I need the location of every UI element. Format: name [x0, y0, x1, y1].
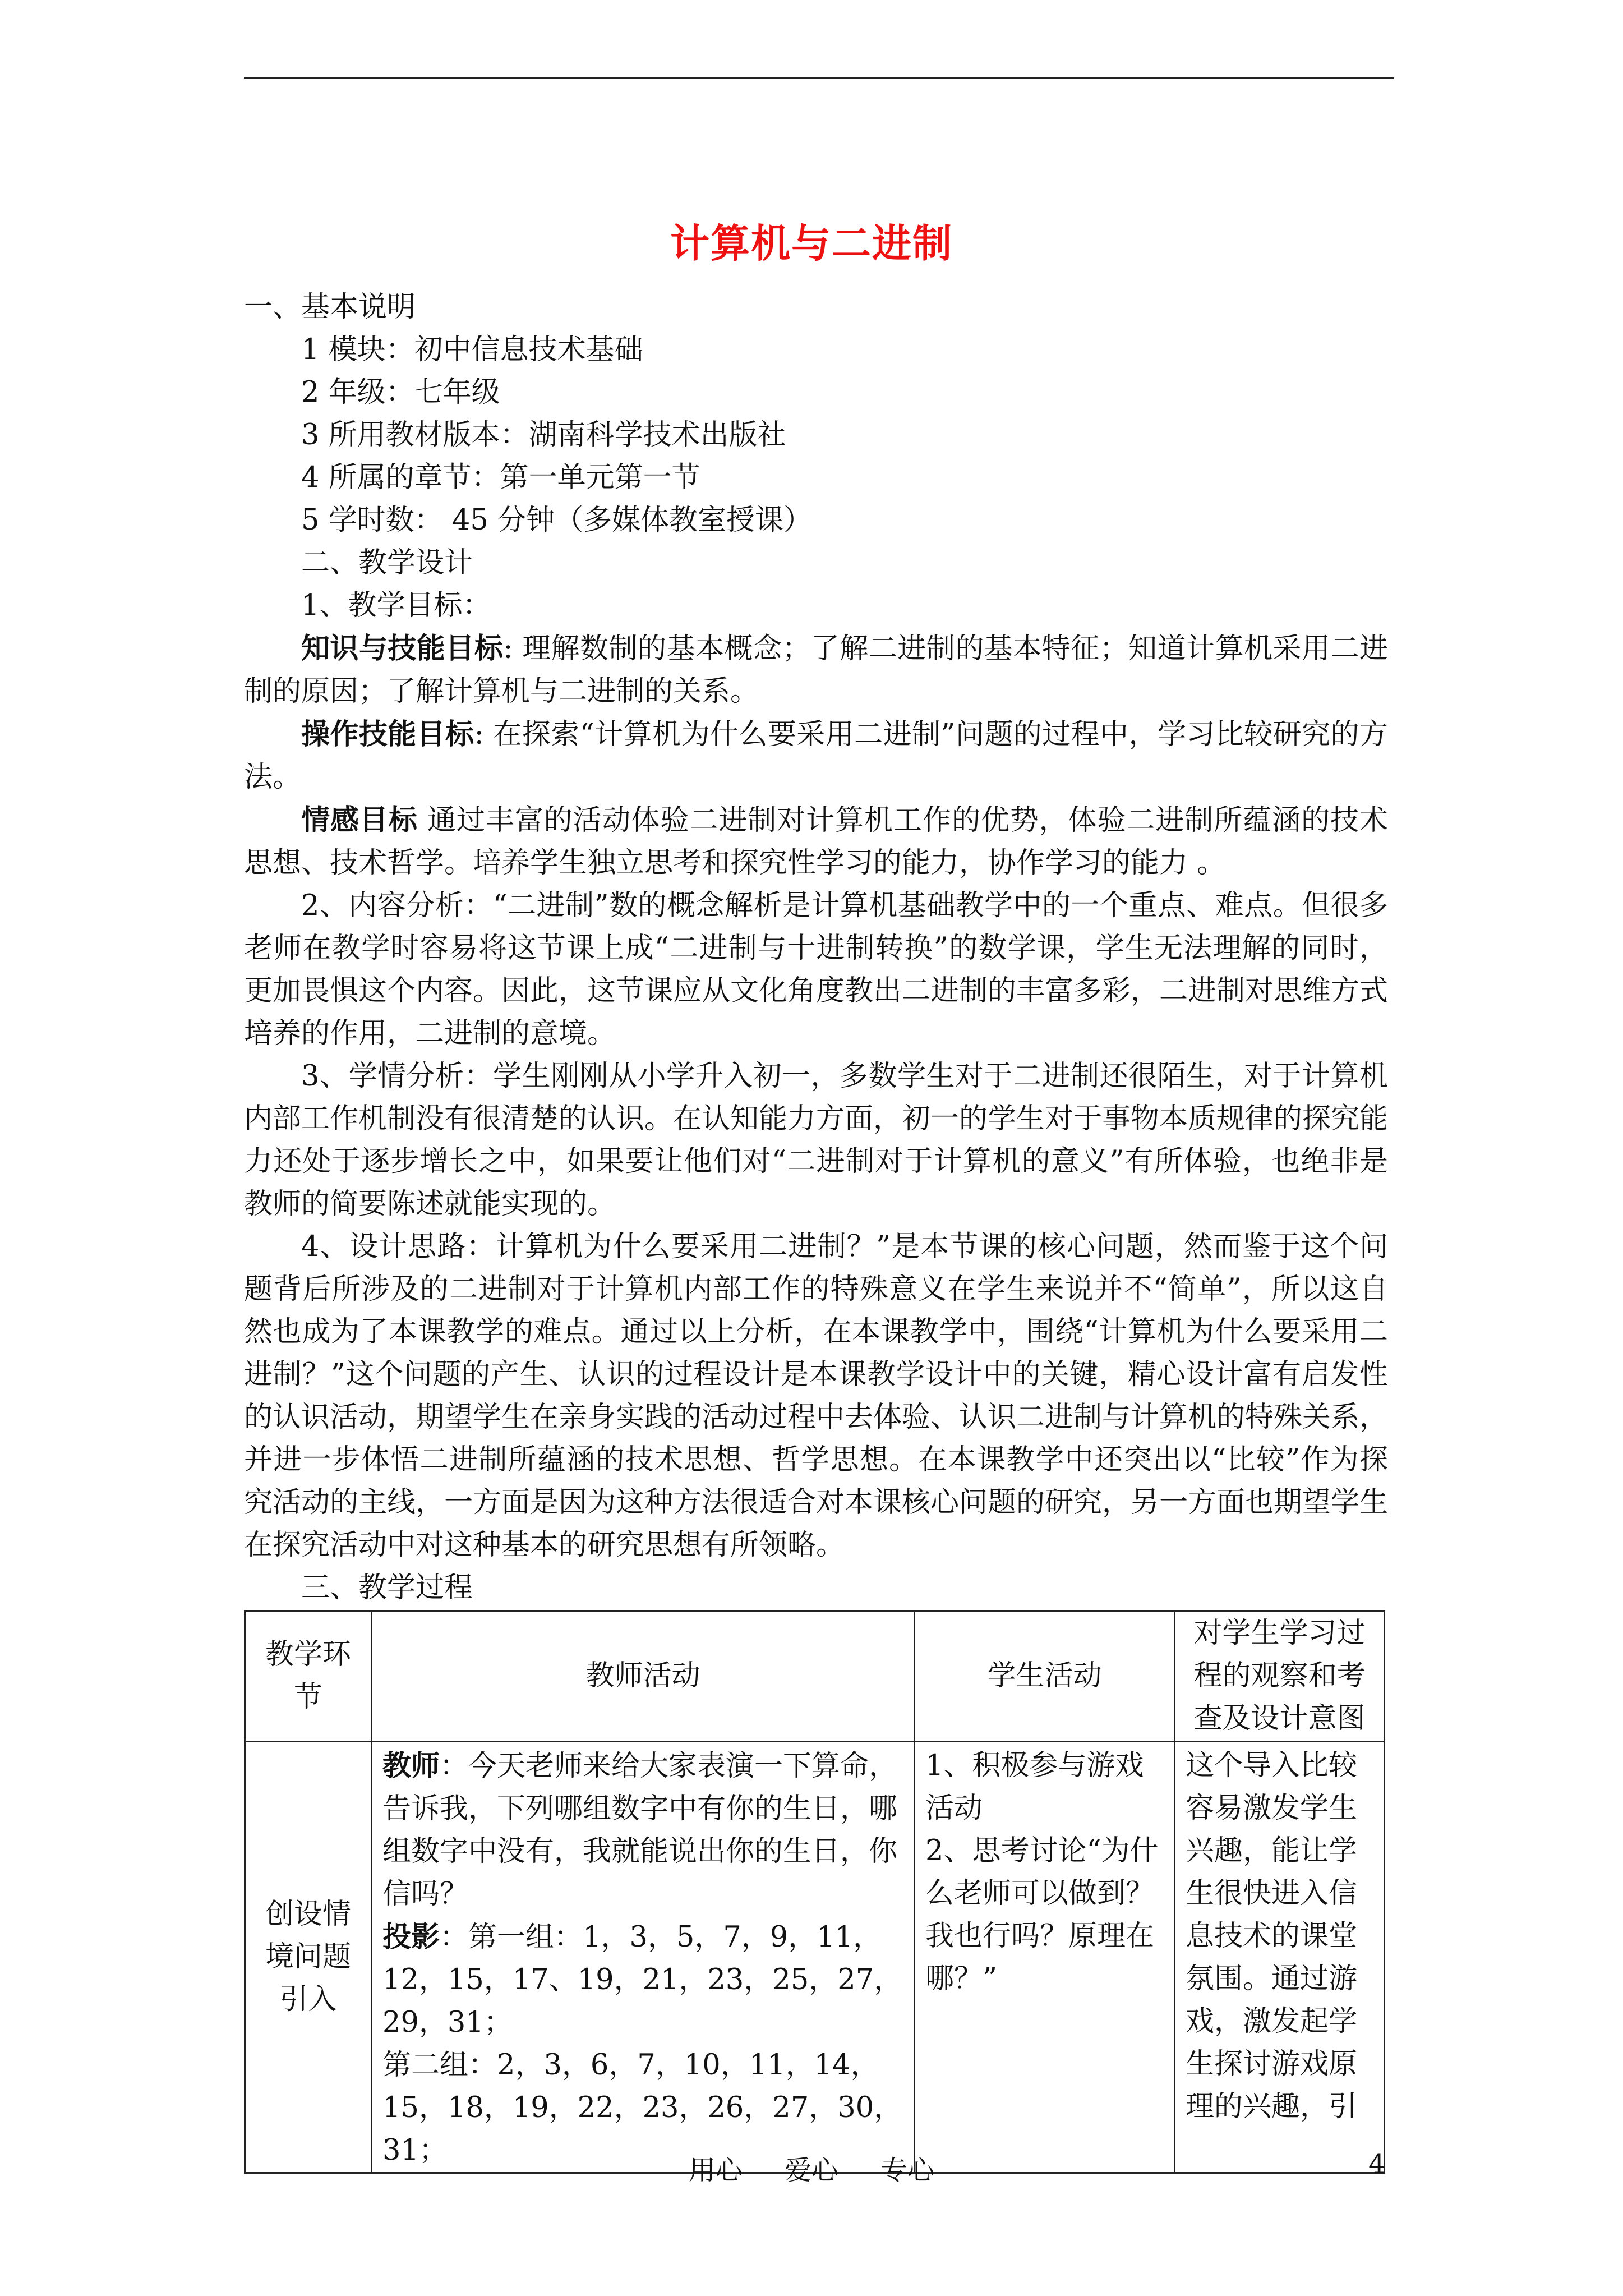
header-observation: 对学生学习过程的观察和考查及设计意图 — [1175, 1611, 1385, 1742]
content-analysis: 2、内容分析：“二进制”数的概念解析是计算机基础教学中的一个重点、难点。但很多老师在教学时容易将这节课上成“二进制与十进制转换”的数学课，学生无法理解的同时，更加畏惧这个内容。因此，这节课应从文化角度教出二进制的丰富多彩，二进制对思维方式培养的作用，二进制的意境。 — [244, 889, 1389, 1050]
goal-operation — [244, 713, 1388, 799]
footer-motto: 爱心 — [784, 2155, 838, 2186]
teacher-label: 教师 — [382, 1749, 440, 1783]
stage-cell: 创设情境问题引入 — [245, 1742, 372, 2173]
table-row — [245, 1742, 1385, 2173]
projection-group1 — [382, 1916, 903, 2044]
section1-heading: 一、基本说明 — [244, 291, 416, 324]
student-activity-cell — [915, 1742, 1175, 2173]
student-analysis: 3、学情分析：学生刚刚从小学升入初一，多数学生对于二进制还很陌生，对于计算机内部工作机制没有很清楚的认识。在认知能力方面，初一的学生对于事物本质规律的探究能力还处于逐步增长之中，如果要让他们对“二进制对于计算机的意义”有所体验，也绝非是教师的简要陈述就能实现的。 — [244, 1060, 1389, 1221]
header-student-activity: 学生活动 — [915, 1611, 1175, 1742]
info-item-module: 1 模块：初中信息技术基础 — [301, 333, 643, 366]
goal-operation-label: 操作技能目标 — [301, 717, 474, 751]
info-item-chapter: 4 所属的章节：第一单元第一节 — [301, 461, 700, 494]
document-body — [244, 286, 1388, 1609]
teacher-activity-cell — [372, 1742, 915, 2173]
info-item-textbook: 3 所用教材版本：湖南科学技术出版社 — [301, 418, 786, 452]
goal-operation-text: : 在探索“计算机为什么要采用二进制”问题的过程中，学习比较研究的方法。 — [244, 718, 1388, 794]
goal-emotion-label: 情感目标 — [301, 803, 418, 837]
projection-text: ：第一组：1，3，5，7，9，11，12，15，17、19，21，23，25，27，29，31； — [382, 1921, 903, 2039]
header-rule — [244, 77, 1394, 79]
page-number: 4 — [1368, 2148, 1386, 2180]
goals-heading: 1、教学目标： — [301, 589, 491, 622]
design-idea: 4、设计思路：计算机为什么要采用二进制？”是本节课的核心问题，然而鉴于这个问题背后所涉及的二进制对于计算机内部工作的特殊意义在学生来说并不“简单”，所以这自然也成为了本课教学的难点。通过以上分析，在本课教学中，围绕“计算机为什么要采用二进制？”这个问题的产生、认识的过程设计是本课教学设计中的关键，精心设计富有启发性的认识活动，期望学生在亲身实践的活动过程中去体验、认识二进制与计算机的特殊关系，并进一步体悟二进制所蕴涵的技术思想、哲学思想。在本课教学中还突出以“比较”作为探究活动的主线，一方面是因为这种方法很适合对本课核心问题的研究，另一方面也期望学生在探究活动中对这种基本的研究思想有所领略。 — [244, 1230, 1389, 1562]
footer-motto: 专心 — [880, 2155, 935, 2186]
goal-knowledge-text: : 理解数制的基本概念；了解二进制的基本特征；知道计算机采用二进制的原因；了解计算机与二进制的关系。 — [244, 632, 1388, 708]
student-activity-2: 2、思考讨论“为什么老师可以做到？我也行吗？原理在哪？” — [925, 1834, 1159, 1995]
header-stage: 教学环节 — [245, 1611, 372, 1742]
goal-emotion — [244, 799, 1388, 885]
section2-heading: 二、教学设计 — [301, 546, 473, 579]
observation-cell: 这个导入比较容易激发学生兴趣，能让学生很快进入信息技术的课堂氛围。通过游戏，激发起学生探讨游戏原理的兴趣，引 — [1175, 1742, 1385, 2173]
info-item-grade: 2 年级：七年级 — [301, 376, 500, 409]
teacher-speech — [382, 1745, 903, 1916]
page-title: 计算机与二进制 — [670, 220, 953, 266]
projection-group2: 第二组：2，3，6，7，10，11，14，15，18，19，22，23，26，27，30，31； — [382, 2049, 903, 2167]
projection-label: 投影 — [382, 1920, 440, 1954]
student-activity-1: 1、积极参与游戏活动 — [925, 1749, 1144, 1825]
section3-heading: 三、教学过程 — [301, 1571, 473, 1604]
teacher-text: ：今天老师来给大家表演一下算命，告诉我，下列哪组数字中有你的生日，哪组数字中没有，我就能说出你的生日，你信吗？ — [382, 1750, 898, 1911]
goal-knowledge-label: 知识与技能目标 — [301, 632, 504, 665]
footer-motto: 用心 — [688, 2155, 743, 2186]
goal-knowledge — [244, 627, 1388, 713]
table-header-row — [245, 1611, 1385, 1742]
goal-emotion-text: 通过丰富的活动体验二进制对计算机工作的优势，体验二进制所蕴涵的技术思想、技术哲学。培养学生独立思考和探究性学习的能力，协作学习的能力 。 — [244, 804, 1388, 880]
info-item-hours: 5 学时数： 45 分钟（多媒体教室授课） — [301, 504, 812, 537]
header-teacher-activity: 教师活动 — [372, 1611, 915, 1742]
teaching-process-table — [244, 1610, 1385, 2174]
